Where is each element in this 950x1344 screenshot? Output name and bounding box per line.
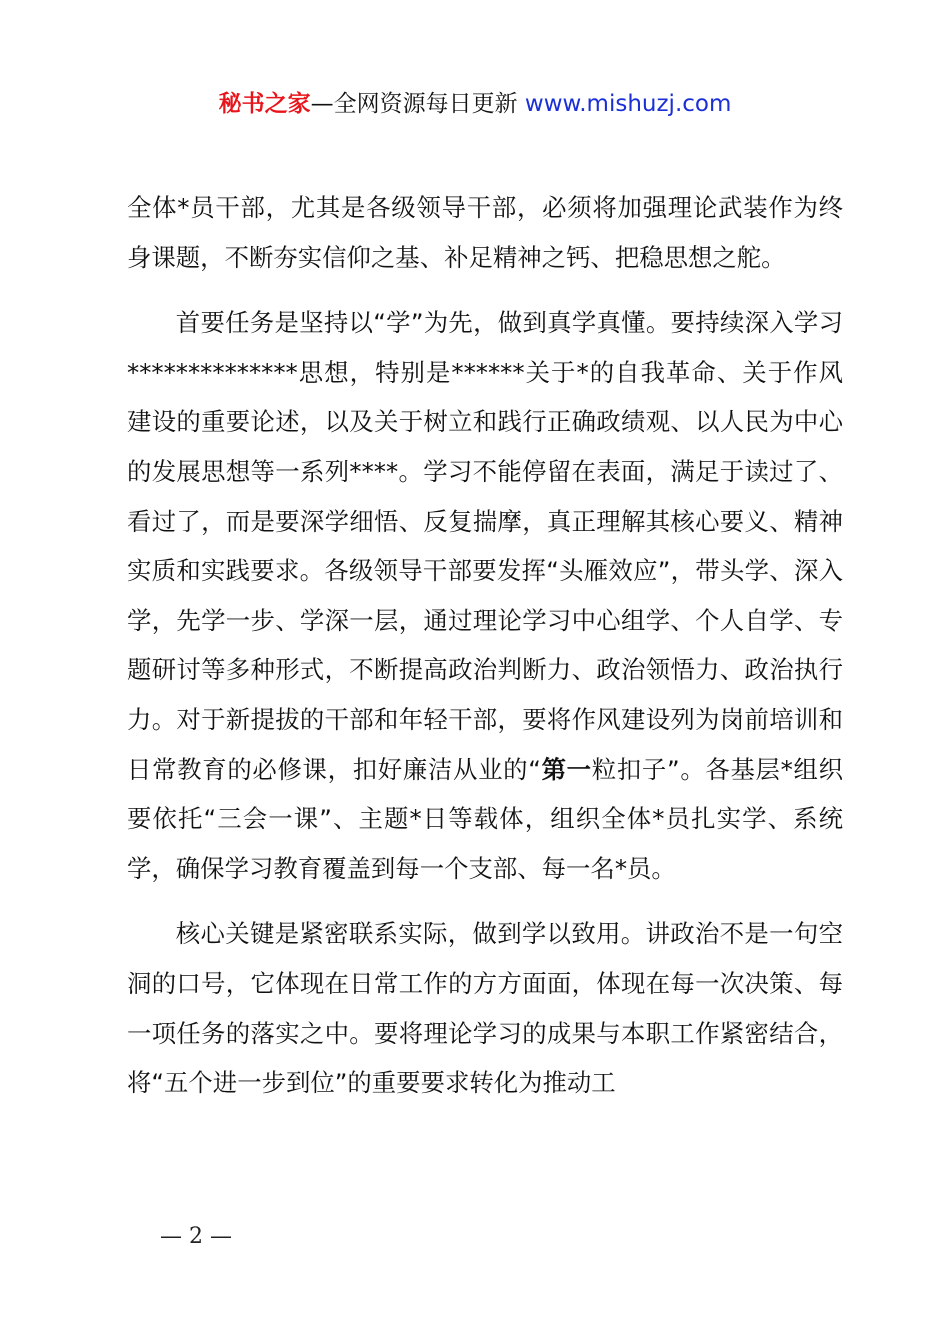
page-number: — 2 —	[160, 1224, 232, 1249]
paragraph-text: 粒扣子”。各基层*组织要依托“三会一课”、主题*日等载体，组织全体*员扎实学、系统学，确保学习教育覆盖到每一个支部、每一名*员。	[127, 754, 843, 883]
site-url-link[interactable]: www.mishuzj.com	[524, 91, 732, 117]
site-header	[0, 86, 950, 122]
paragraph-study-first	[127, 298, 843, 893]
paragraph-apply-practice: 核心关键是紧密联系实际，做到学以致用。讲政治不是一句空洞的口号，它体现在日常工作的方方面面，体现在每一次决策、每一项任务的落实之中。要将理论学习的成果与本职工作紧密结合，将“五个进一步到位”的重要要求转化为推动工	[127, 919, 843, 1098]
header-tagline: —全网资源每日更新	[310, 91, 518, 117]
paragraph-text: 首要任务是坚持以“学”为先，做到真学真懂。要持续深入学习**************思想，特别是******关于*的自我革命、关于作风建设的重要论述，以及关于树立和践行正确政绩观、以人民为中心的发展思想等一系列****。学习不能停留在表面，满足于读过了、看过了，而是要深学细悟、反复揣摩，真正理解其核心要义、精神实质和实践要求。各级领导干部要发挥“头雁效应”，带头学、深入学，先学一步、学深一层，通过理论学习中心组学、个人自学、专题研讨等多种形式，不断提高政治判断力、政治领悟力、政治执行力。对于新提拔的干部和年轻干部，要将作风建设列为岗前培训和日常教育的必修课，扣好廉洁从业的“	[127, 308, 843, 784]
brand-name: 秘书之家	[218, 91, 311, 117]
document-body	[127, 183, 843, 1108]
paragraph-continued: 全体*员干部，尤其是各级领导干部，必须将加强理论武装作为终身课题，不断夯实信仰之基、补足精神之钙、把稳思想之舵。	[127, 193, 843, 272]
bold-emphasis: 第一	[540, 754, 592, 784]
